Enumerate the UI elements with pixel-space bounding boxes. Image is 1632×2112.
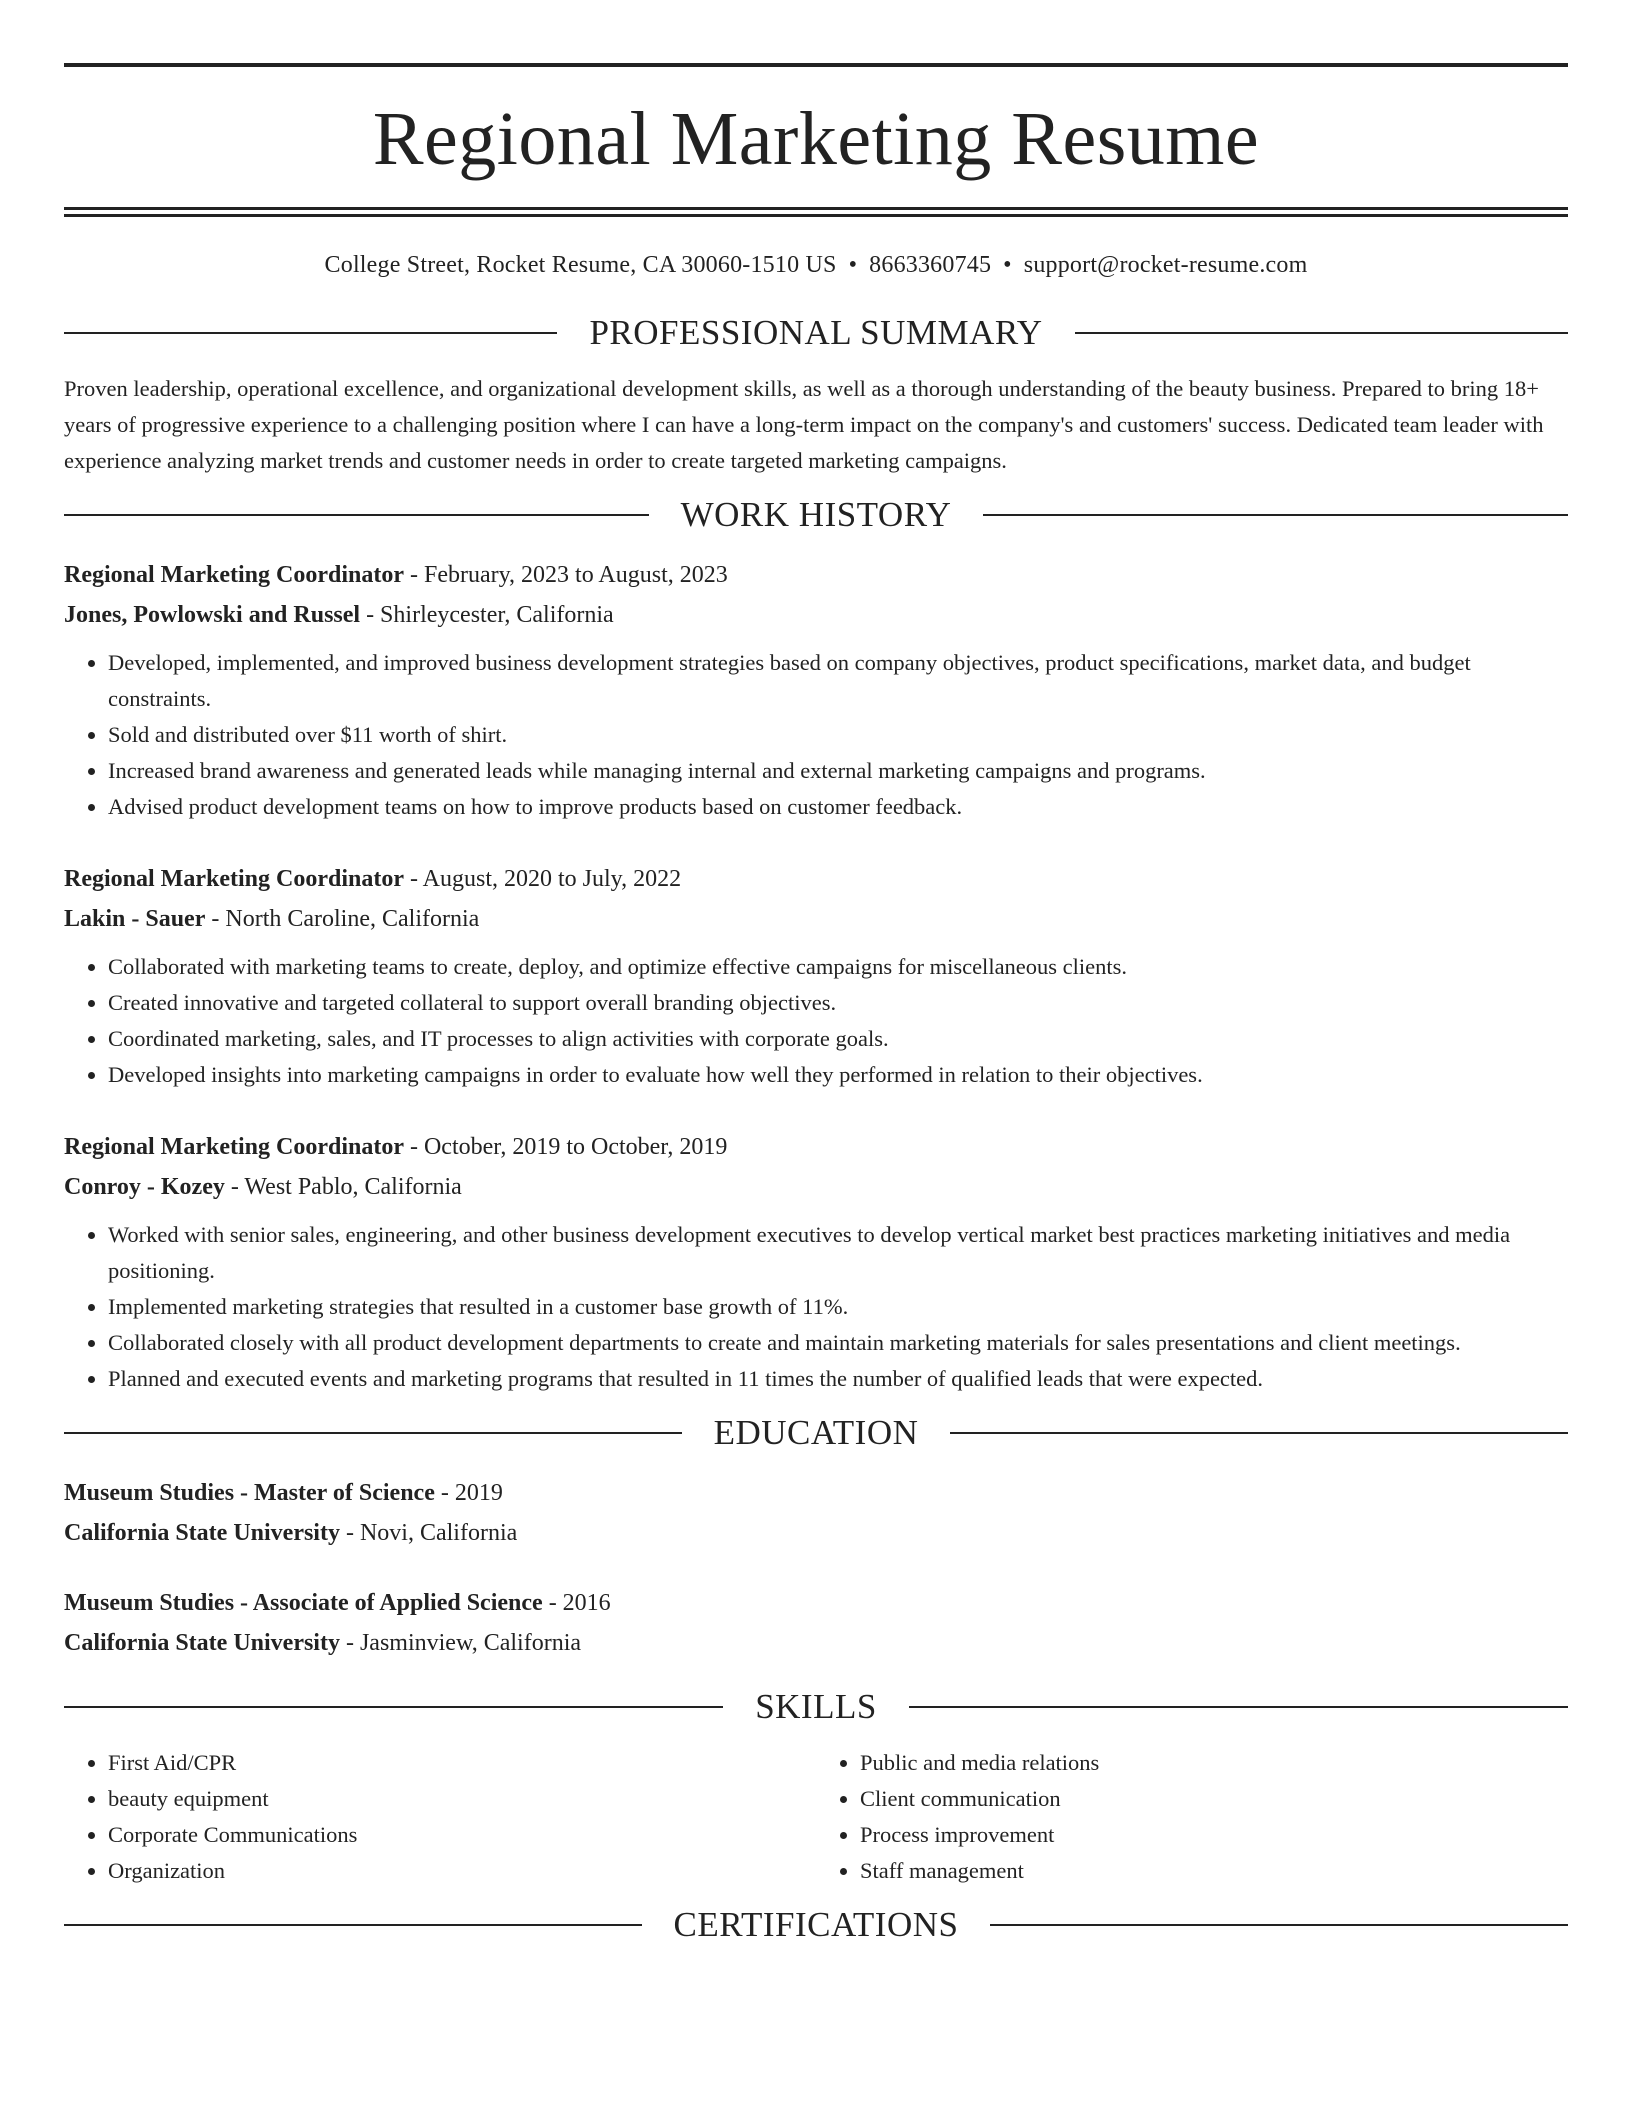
education-entry bbox=[64, 1583, 1568, 1663]
list-item: • Created innovative and targeted collateral to support overall branding objectives. bbox=[108, 985, 1568, 1021]
list-item: • Advised product development teams on how to improve products based on customer feedback. bbox=[108, 789, 1568, 825]
education-school-line bbox=[64, 1623, 1568, 1663]
skills-column-left bbox=[64, 1745, 816, 1889]
title-double-rule bbox=[64, 207, 1568, 217]
job-bullets bbox=[64, 1217, 1568, 1397]
job-title-line bbox=[64, 1127, 1568, 1167]
job-entry bbox=[64, 555, 1568, 825]
section-header-summary bbox=[64, 313, 1568, 353]
section-rule bbox=[64, 514, 649, 516]
section-title: WORK HISTORY bbox=[680, 495, 952, 534]
education-degree: Museum Studies - Master of Science bbox=[64, 1480, 435, 1506]
job-location: - Shirleycester, California bbox=[360, 602, 614, 628]
list-item: • Developed, implemented, and improved business development strategies based on company objectives, product specifications, market data, and budget constraints. bbox=[108, 645, 1568, 717]
section-title: EDUCATION bbox=[713, 1413, 919, 1452]
education-year: - 2016 bbox=[542, 1590, 611, 1616]
section-rule bbox=[64, 1432, 682, 1434]
education-school: California State University bbox=[64, 1630, 340, 1656]
list-item: • Process improvement bbox=[860, 1817, 1568, 1853]
section-header-education bbox=[64, 1413, 1568, 1453]
section-header-certifications bbox=[64, 1905, 1568, 1945]
page-title: Regional Marketing Resume bbox=[372, 97, 1260, 181]
job-title: Regional Marketing Coordinator bbox=[64, 562, 404, 588]
list-item: • Increased brand awareness and generated leads while managing internal and external marketing campaigns and programs. bbox=[108, 753, 1568, 789]
section-rule bbox=[64, 1924, 642, 1926]
list-item: • Developed insights into marketing campaigns in order to evaluate how well they performed in relation to their objectives. bbox=[108, 1057, 1568, 1093]
education-entry bbox=[64, 1473, 1568, 1553]
list-item: • First Aid/CPR bbox=[108, 1745, 816, 1781]
job-company: Jones, Powlowski and Russel bbox=[64, 602, 361, 628]
education-location: - Novi, California bbox=[339, 1520, 518, 1546]
job-dates: - October, 2019 to October, 2019 bbox=[403, 1134, 728, 1160]
list-item: • Staff management bbox=[860, 1853, 1568, 1889]
education-year: - 2019 bbox=[434, 1480, 503, 1506]
skills-column-right bbox=[816, 1745, 1568, 1889]
list-item: • Corporate Communications bbox=[108, 1817, 816, 1853]
job-company: Lakin - Sauer bbox=[64, 906, 206, 932]
job-bullets bbox=[64, 949, 1568, 1093]
section-title: SKILLS bbox=[755, 1687, 877, 1726]
job-company-line bbox=[64, 899, 1568, 939]
section-title: PROFESSIONAL SUMMARY bbox=[589, 313, 1043, 352]
job-title: Regional Marketing Coordinator bbox=[64, 1134, 404, 1160]
job-location: - West Pablo, California bbox=[224, 1174, 462, 1200]
list-item: • Implemented marketing strategies that resulted in a customer base growth of 11%. bbox=[108, 1289, 1568, 1325]
section-rule bbox=[64, 332, 557, 334]
section-title: CERTIFICATIONS bbox=[673, 1905, 959, 1944]
list-item: • Worked with senior sales, engineering, and other business development executives to develop vertical market best practices marketing initiatives and media positioning. bbox=[108, 1217, 1568, 1289]
contact-email: support@rocket-resume.com bbox=[1023, 252, 1308, 278]
education-degree: Museum Studies - Associate of Applied Science bbox=[64, 1590, 543, 1616]
section-rule bbox=[1075, 332, 1568, 334]
job-company: Conroy - Kozey bbox=[64, 1174, 225, 1200]
list-item: • Sold and distributed over $11 worth of shirt. bbox=[108, 717, 1568, 753]
list-item: • Collaborated closely with all product development departments to create and maintain marketing materials for sales presentations and client meetings. bbox=[108, 1325, 1568, 1361]
job-location: - North Caroline, California bbox=[205, 906, 480, 932]
list-item: • Organization bbox=[108, 1853, 816, 1889]
top-rule bbox=[64, 63, 1568, 67]
education-degree-line bbox=[64, 1583, 1568, 1623]
job-dates: - February, 2023 to August, 2023 bbox=[403, 562, 728, 588]
section-rule bbox=[983, 514, 1568, 516]
education-location: - Jasminview, California bbox=[339, 1630, 582, 1656]
list-item: • beauty equipment bbox=[108, 1781, 816, 1817]
contact-phone: 8663360745 bbox=[869, 252, 992, 278]
list-item: • Planned and executed events and marketing programs that resulted in 11 times the number of qualified leads that were expected. bbox=[108, 1361, 1568, 1397]
job-title-line bbox=[64, 555, 1568, 595]
contact-address: College Street, Rocket Resume, CA 30060-1510 US bbox=[324, 252, 837, 278]
job-company-line bbox=[64, 595, 1568, 635]
education-school-line bbox=[64, 1513, 1568, 1553]
section-rule bbox=[990, 1924, 1568, 1926]
contact-separator: • bbox=[848, 252, 858, 278]
section-header-work-history bbox=[64, 495, 1568, 535]
skills-grid bbox=[64, 1745, 1568, 1889]
job-entry bbox=[64, 859, 1568, 1093]
job-bullets bbox=[64, 645, 1568, 825]
list-item: • Client communication bbox=[860, 1781, 1568, 1817]
section-header-skills bbox=[64, 1687, 1568, 1727]
job-entry bbox=[64, 1127, 1568, 1397]
education-degree-line bbox=[64, 1473, 1568, 1513]
list-item: • Public and media relations bbox=[860, 1745, 1568, 1781]
list-item: • Coordinated marketing, sales, and IT processes to align activities with corporate goals. bbox=[108, 1021, 1568, 1057]
section-rule bbox=[909, 1706, 1568, 1708]
job-title-line bbox=[64, 859, 1568, 899]
list-item: • Collaborated with marketing teams to create, deploy, and optimize effective campaigns for miscellaneous clients. bbox=[108, 949, 1568, 985]
summary-text: Proven leadership, operational excellence, and organizational development skills, as well as a thorough understanding of the beauty business. Prepared to bring 18+ years of progressive experience to a challenging position where I can have a long-term impact on the company's and customers' success. Dedicated team leader with experience analyzing market trends and customer needs in order to create targeted marketing campaigns. bbox=[64, 376, 1544, 473]
contact-line bbox=[64, 251, 1568, 279]
education-school: California State University bbox=[64, 1520, 340, 1546]
section-rule bbox=[64, 1706, 723, 1708]
section-rule bbox=[950, 1432, 1568, 1434]
contact-separator: • bbox=[1003, 252, 1012, 278]
job-company-line bbox=[64, 1167, 1568, 1207]
job-title: Regional Marketing Coordinator bbox=[64, 866, 404, 892]
job-dates: - August, 2020 to July, 2022 bbox=[403, 866, 682, 892]
